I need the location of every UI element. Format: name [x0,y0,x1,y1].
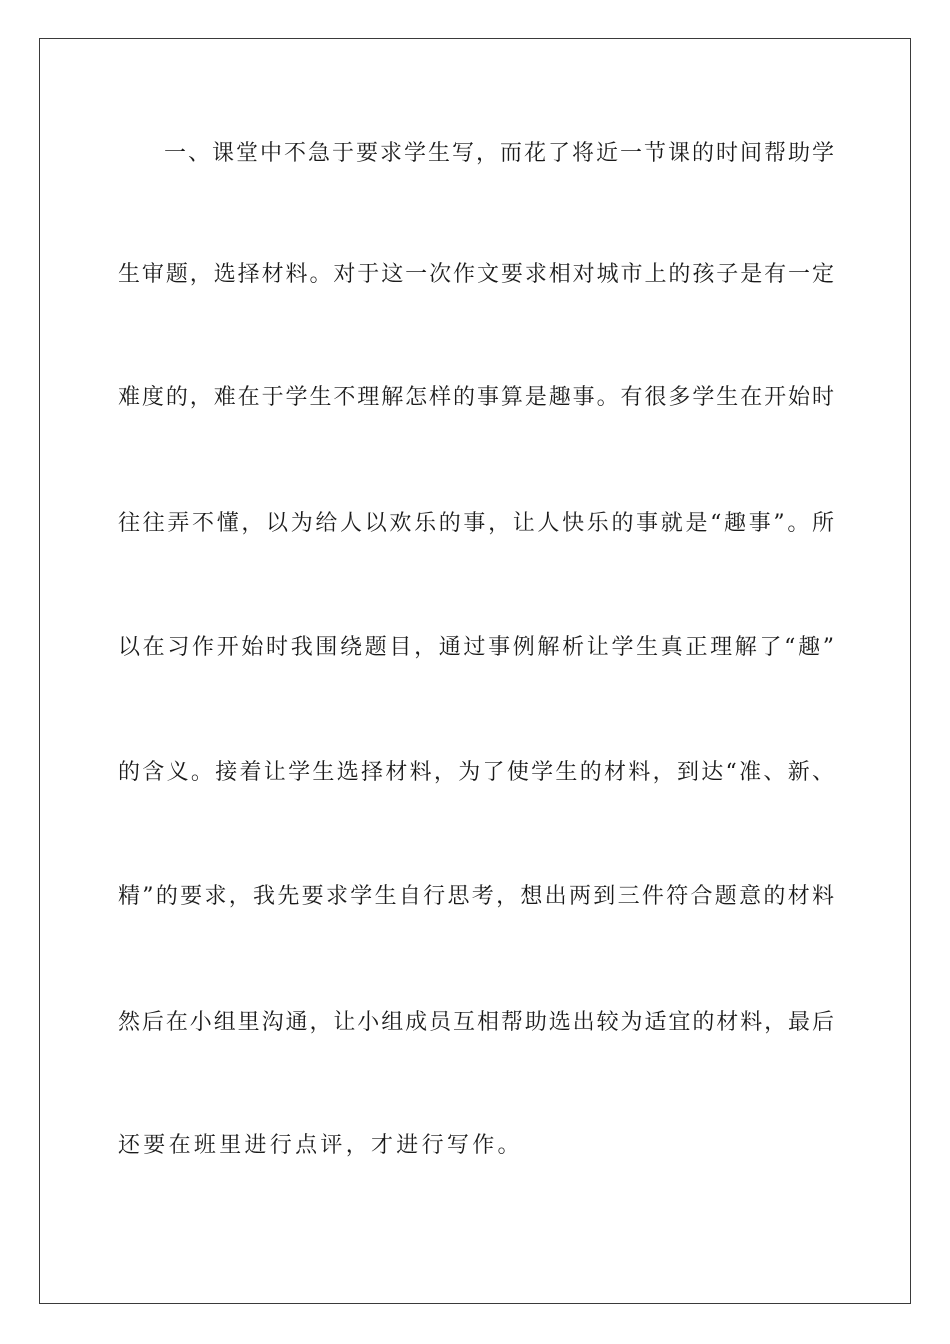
paragraph-line: 还要在班里进行点评，才进行写作。 [118,1133,523,1158]
paragraph-line: 然后在小组里沟通，让小组成员互相帮助选出较为适宜的材料，最后 [118,1010,834,1035]
paragraph-line: 的含义。接着让学生选择材料，为了使学生的材料，到达“准、新、 [118,760,834,785]
paragraph-line: 一、课堂中不急于要求学生写，而花了将近一节课的时间帮助学 [164,141,834,166]
paragraph-line: 精”的要求，我先要求学生自行思考，想出两到三件符合题意的材料 [118,884,834,909]
paragraph-line: 以在习作开始时我围绕题目，通过事例解析让学生真正理解了“趣” [118,635,834,660]
paragraph-line: 往往弄不懂，以为给人以欢乐的事，让人快乐的事就是“趣事”。所 [118,511,834,536]
paragraph-line: 生审题，选择材料。对于这一次作文要求相对城市上的孩子是有一定 [118,262,834,287]
paragraph-line: 难度的，难在于学生不理解怎样的事算是趣事。有很多学生在开始时 [118,385,834,410]
page-border [39,38,911,1304]
